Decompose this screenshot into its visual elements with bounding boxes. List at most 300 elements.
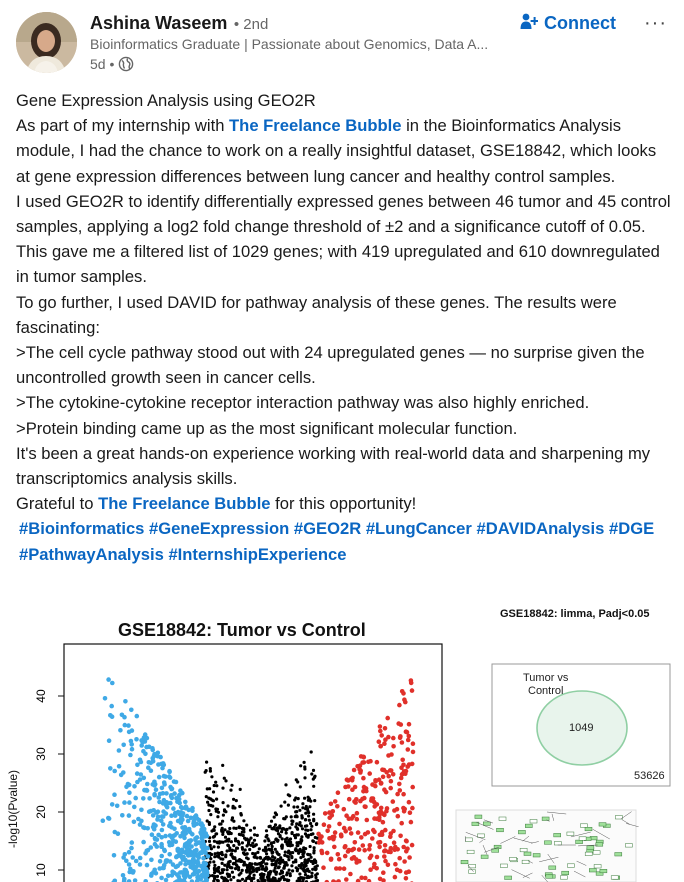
data-point [325, 851, 330, 856]
data-point [221, 787, 224, 790]
data-point [287, 804, 290, 807]
data-point [365, 818, 370, 823]
data-point [402, 859, 407, 864]
data-point [205, 834, 210, 839]
data-point [384, 790, 389, 795]
data-point [207, 803, 210, 806]
data-point [132, 784, 137, 789]
data-point [208, 787, 211, 790]
data-point [161, 822, 166, 827]
data-point [312, 785, 315, 788]
data-point [133, 796, 138, 801]
data-point [228, 827, 231, 830]
venn-set-label: Tumor vs [523, 672, 569, 684]
data-point [227, 830, 230, 833]
pathway-node [560, 876, 567, 880]
data-point [343, 829, 348, 834]
data-point [236, 847, 239, 850]
data-point [377, 845, 382, 850]
data-point [290, 864, 293, 867]
data-point [250, 862, 253, 865]
post-paragraph: >Protein binding came up as the most significant molecular function. [16, 418, 518, 438]
data-point [229, 789, 232, 792]
data-point [190, 806, 195, 811]
pathway-node [505, 876, 512, 880]
data-point [115, 804, 120, 809]
data-point [332, 835, 337, 840]
data-point [299, 785, 302, 788]
data-point [172, 833, 177, 838]
data-point [164, 860, 169, 865]
hashtag-link[interactable]: #InternshipExperience [168, 544, 347, 564]
data-point [134, 737, 139, 742]
data-point [213, 875, 216, 878]
data-point [123, 723, 128, 728]
more-options-icon[interactable]: ··· [644, 12, 667, 34]
pathway-node [461, 860, 468, 864]
data-point [276, 852, 279, 855]
data-point [152, 792, 157, 797]
pathway-node [589, 869, 596, 873]
data-point [299, 764, 302, 767]
data-point [212, 790, 215, 793]
data-point [205, 769, 208, 772]
post-image[interactable] [0, 598, 684, 882]
data-point [336, 852, 341, 857]
data-point [298, 821, 301, 824]
add-person-icon [520, 12, 538, 35]
data-point [169, 787, 174, 792]
data-point [290, 823, 293, 826]
data-point [124, 785, 129, 790]
data-point [278, 865, 281, 868]
data-point [264, 846, 267, 849]
data-point [329, 857, 334, 862]
hashtag-link[interactable]: #DGE [609, 519, 655, 539]
data-point [398, 834, 403, 839]
data-point [177, 797, 182, 802]
data-point [158, 859, 163, 864]
hashtag-link[interactable]: #PathwayAnalysis [19, 544, 164, 564]
data-point [260, 874, 263, 877]
data-point [245, 824, 248, 827]
data-point [205, 795, 208, 798]
data-point [284, 783, 287, 786]
data-point [310, 872, 313, 875]
pathway-node [467, 850, 474, 854]
data-point [382, 768, 387, 773]
data-point [411, 741, 416, 746]
pathway-node [562, 871, 569, 875]
data-point [358, 799, 363, 804]
data-point [333, 799, 338, 804]
data-point [306, 869, 309, 872]
data-point [352, 768, 357, 773]
data-point [248, 839, 251, 842]
data-point [239, 859, 242, 862]
data-point [123, 699, 128, 704]
post-paragraph: >The cytokine-cytokine receptor interaction pathway was also highly enriched. [16, 393, 590, 413]
post-line: Gene Expression Analysis using GEO2R [16, 91, 316, 110]
data-point [229, 878, 232, 881]
pathway-node [579, 837, 586, 841]
data-point [299, 876, 302, 879]
post-paragraph: It's been a great hands-on experience working with real-world data and sharpening my transcriptomics analysis skills. [16, 443, 651, 489]
data-point [110, 681, 115, 686]
pathway-node [594, 865, 601, 869]
data-point [402, 697, 407, 702]
data-point [213, 825, 216, 828]
data-point [159, 854, 164, 859]
volcano-plot-title: GSE18842: Tumor vs Control [118, 620, 366, 640]
data-point [149, 858, 154, 863]
data-point [342, 807, 347, 812]
data-point [139, 743, 144, 748]
data-point [265, 835, 268, 838]
data-point [277, 879, 280, 882]
data-point [234, 867, 237, 870]
data-point [347, 848, 352, 853]
data-point [205, 761, 208, 764]
data-point [214, 781, 217, 784]
data-point [362, 848, 367, 853]
pathway-node [510, 857, 517, 861]
data-point [242, 819, 245, 822]
data-point [255, 843, 258, 846]
data-point [231, 871, 234, 874]
mention-link[interactable]: The Freelance Bubble [229, 116, 402, 136]
data-point [407, 722, 412, 727]
data-point [265, 852, 268, 855]
avatar-image [16, 12, 77, 73]
data-point [155, 837, 160, 842]
data-point [275, 859, 278, 862]
data-point [309, 800, 312, 803]
data-point [108, 713, 113, 718]
data-point [371, 796, 376, 801]
data-point [185, 846, 190, 851]
data-point [146, 765, 151, 770]
data-point [270, 841, 273, 844]
data-point [202, 867, 207, 872]
data-point [112, 792, 117, 797]
data-point [312, 778, 315, 781]
data-point [304, 828, 307, 831]
data-point [116, 831, 121, 836]
data-point [127, 862, 132, 867]
data-point [286, 871, 289, 874]
data-point [265, 829, 268, 832]
data-point [281, 844, 284, 847]
data-point [405, 764, 410, 769]
data-point [280, 830, 283, 833]
data-point [348, 826, 353, 831]
data-point [161, 866, 166, 871]
data-point [274, 838, 277, 841]
data-point [313, 849, 316, 852]
data-point [378, 729, 383, 734]
data-point [224, 836, 227, 839]
data-point [407, 855, 412, 860]
data-point [138, 862, 143, 867]
data-point [201, 856, 206, 861]
data-point [221, 868, 224, 871]
pathway-node [611, 876, 618, 880]
hashtag-link[interactable]: #Bioinformatics [19, 519, 145, 539]
data-point [327, 824, 332, 829]
data-point [193, 836, 198, 841]
pathway-node [465, 838, 472, 842]
data-point [220, 876, 223, 879]
data-point [162, 782, 167, 787]
data-point [129, 846, 134, 851]
data-point [336, 790, 341, 795]
data-point [131, 869, 136, 874]
data-point [303, 797, 306, 800]
data-point [397, 782, 402, 787]
data-point [347, 797, 352, 802]
data-point [359, 835, 364, 840]
data-point [399, 776, 404, 781]
data-point [175, 847, 180, 852]
volcano-y-axis-label: -log10(Pvalue) [6, 769, 20, 848]
data-point [304, 832, 307, 835]
data-point [378, 840, 383, 845]
data-point [306, 859, 309, 862]
data-point [224, 855, 227, 858]
data-point [249, 829, 252, 832]
data-point [294, 796, 297, 799]
data-point [108, 766, 113, 771]
y-tick-label: 20 [34, 805, 48, 819]
data-point [289, 874, 292, 877]
data-point [211, 805, 214, 808]
data-point [268, 857, 271, 860]
data-point [234, 839, 237, 842]
data-point [313, 799, 316, 802]
data-point [178, 861, 183, 866]
data-point [219, 872, 222, 875]
data-point [227, 860, 230, 863]
data-point [308, 819, 311, 822]
data-point [120, 813, 125, 818]
data-point [180, 813, 185, 818]
data-point [145, 863, 150, 868]
data-point [285, 828, 288, 831]
y-tick-label: 10 [34, 863, 48, 877]
data-point [267, 848, 270, 851]
data-point [401, 792, 406, 797]
data-point [350, 856, 355, 861]
data-point [309, 845, 312, 848]
data-point [161, 809, 166, 814]
data-point [385, 716, 390, 721]
data-point [122, 877, 127, 882]
data-point [382, 849, 387, 854]
data-point [267, 844, 270, 847]
data-point [368, 856, 373, 861]
post-paragraph: To go further, I used DAVID for pathway analysis of these genes. The results were fascinating: [16, 292, 617, 337]
data-point [213, 864, 216, 867]
data-point [323, 811, 328, 816]
data-point [261, 878, 264, 881]
pathway-node [499, 817, 506, 821]
data-point [294, 858, 297, 861]
data-point [213, 840, 216, 843]
hashtag-link[interactable]: #DAVIDAnalysis [476, 519, 605, 539]
data-point [229, 866, 232, 869]
data-point [381, 870, 386, 875]
data-point [238, 873, 241, 876]
data-point [118, 728, 123, 733]
data-point [139, 808, 144, 813]
data-point [238, 825, 241, 828]
data-point [313, 846, 316, 849]
data-point [252, 868, 255, 871]
data-point [235, 799, 238, 802]
data-point [220, 841, 223, 844]
figure-subtitle: GSE18842: limma, Padj<0.05 [500, 608, 650, 620]
data-point [273, 856, 276, 859]
data-point [141, 840, 146, 845]
data-point [153, 842, 158, 847]
data-point [159, 835, 164, 840]
data-point [361, 776, 366, 781]
data-point [298, 809, 301, 812]
data-point [161, 791, 166, 796]
data-point [274, 864, 277, 867]
data-point [296, 867, 299, 870]
data-point [192, 853, 197, 858]
data-point [388, 768, 393, 773]
data-point [210, 847, 213, 850]
hashtag-link[interactable]: #LungCancer [365, 519, 472, 539]
data-point [282, 867, 285, 870]
data-point [286, 837, 289, 840]
data-point [337, 822, 342, 827]
data-point [386, 774, 391, 779]
data-point [379, 733, 384, 738]
data-point [310, 856, 313, 859]
data-point [312, 818, 315, 821]
data-point [223, 777, 226, 780]
data-point [253, 874, 256, 877]
data-point [339, 834, 344, 839]
data-point [135, 763, 140, 768]
data-point [392, 848, 397, 853]
data-point [209, 813, 212, 816]
data-point [366, 760, 371, 765]
data-point [294, 810, 297, 813]
data-point [364, 789, 369, 794]
data-point [233, 806, 236, 809]
data-point [285, 831, 288, 834]
data-point [200, 873, 205, 878]
data-point [303, 767, 306, 770]
data-point [156, 809, 161, 814]
hashtag-link[interactable]: #GEO2R [293, 519, 362, 539]
data-point [121, 855, 126, 860]
data-point [233, 862, 236, 865]
data-point [348, 872, 353, 877]
venn-outside-count: 53626 [634, 770, 665, 782]
data-point [270, 827, 273, 830]
pathway-node [524, 852, 531, 856]
connect-button[interactable] [520, 12, 616, 34]
data-point [200, 823, 205, 828]
data-point [312, 769, 315, 772]
data-point [310, 772, 313, 775]
mention-link[interactable]: The Freelance Bubble [98, 494, 271, 514]
data-point [304, 818, 307, 821]
data-point [244, 848, 247, 851]
data-point [371, 828, 376, 833]
data-point [410, 688, 415, 693]
data-point [283, 801, 286, 804]
data-point [254, 852, 257, 855]
data-point [212, 860, 215, 863]
data-point [213, 829, 216, 832]
data-point [315, 822, 318, 825]
data-point [409, 678, 414, 683]
data-point [169, 793, 174, 798]
data-point [383, 859, 388, 864]
data-point [156, 795, 161, 800]
data-point [304, 862, 307, 865]
data-point [372, 804, 377, 809]
data-point [307, 814, 310, 817]
data-point [174, 865, 179, 870]
data-point [377, 815, 382, 820]
data-point [183, 800, 188, 805]
data-point [167, 774, 172, 779]
data-point [355, 817, 360, 822]
data-point [309, 828, 312, 831]
data-point [213, 868, 216, 871]
data-point [286, 841, 289, 844]
hashtag-link[interactable]: #GeneExpression [149, 519, 290, 539]
data-point [274, 811, 277, 814]
avatar[interactable] [16, 12, 77, 73]
data-point [244, 863, 247, 866]
pathway-node [481, 855, 488, 859]
data-point [117, 748, 122, 753]
data-point [297, 852, 300, 855]
author-name[interactable]: Ashina Waseem [90, 13, 228, 33]
data-point [381, 775, 386, 780]
data-point [171, 806, 176, 811]
data-point [202, 861, 207, 866]
data-point [400, 740, 405, 745]
data-point [296, 805, 299, 808]
data-point [221, 862, 224, 865]
data-point [174, 780, 179, 785]
pathway-node [497, 828, 504, 832]
data-point [401, 845, 406, 850]
data-point [391, 829, 396, 834]
data-point [150, 782, 155, 787]
data-point [182, 873, 187, 878]
data-point [368, 843, 373, 848]
data-point [106, 677, 111, 682]
pathway-node [554, 833, 561, 837]
data-point [391, 744, 396, 749]
data-point [372, 865, 377, 870]
data-point [243, 852, 246, 855]
data-point [129, 739, 134, 744]
data-point [299, 856, 302, 859]
data-point [300, 824, 303, 827]
